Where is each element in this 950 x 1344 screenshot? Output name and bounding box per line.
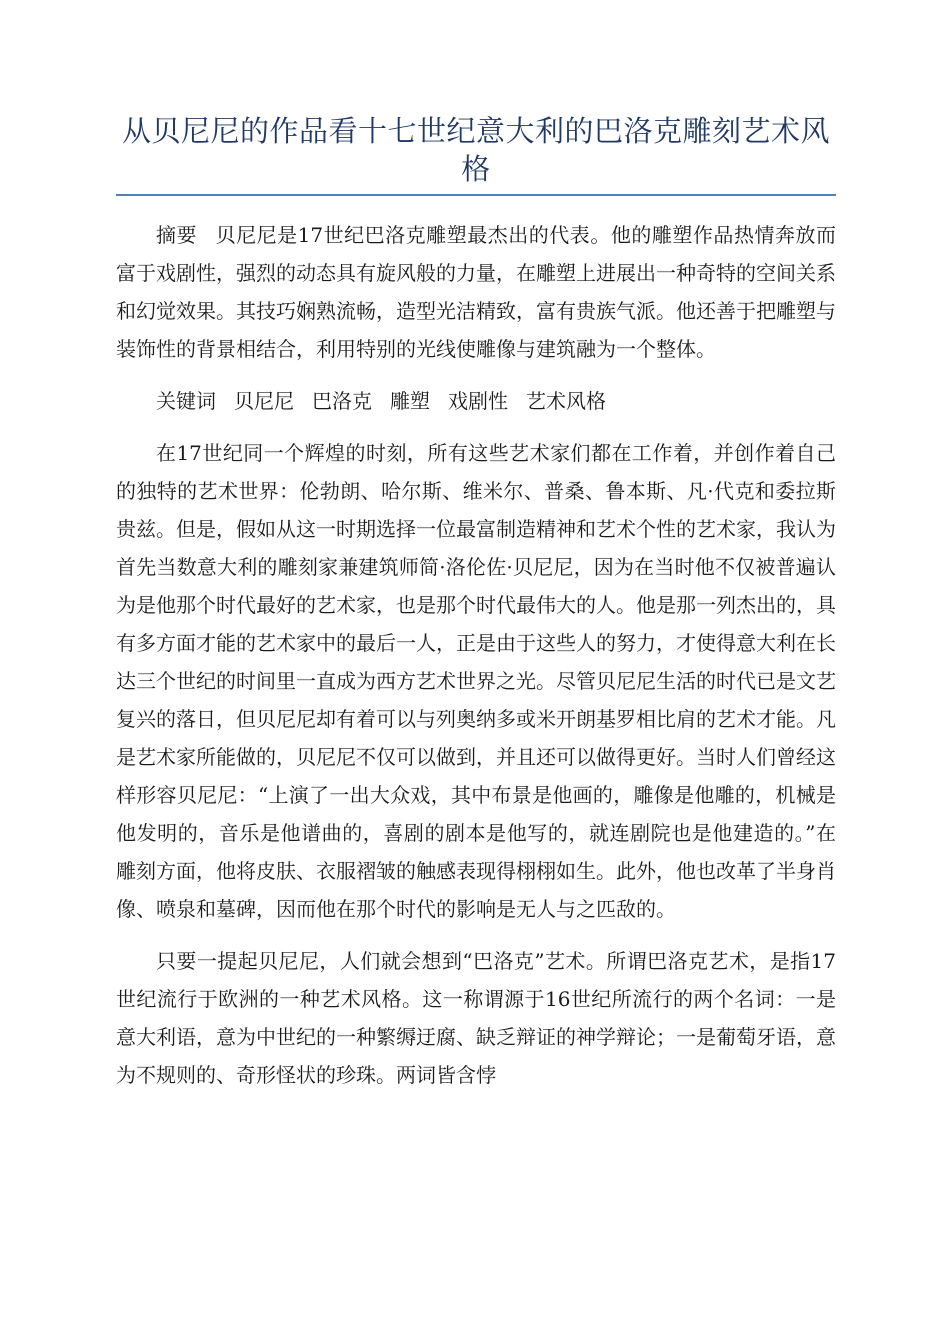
keywords-paragraph [116, 382, 836, 420]
abstract-text: 贝尼尼是17世纪巴洛克雕塑最杰出的代表。他的雕塑作品热情奔放而富于戏剧性，强烈的动态具有旋风般的力量，在雕塑上进展出一种奇特的空间关系和幻觉效果。其技巧娴熟流畅，造型光洁精致，富有贵族气派。他还善于把雕塑与装饰性的背景相结合，利用特别的光线使雕像与建筑融为一个整体。 [116, 223, 837, 361]
body-paragraph-1: 在17世纪同一个辉煌的时刻，所有这些艺术家们都在工作着，并创作着自己的独特的艺术世界：伦勃朗、哈尔斯、维米尔、普桑、鲁本斯、凡·代克和委拉斯贵兹。但是，假如从这一时期选择一位最富制造精神和艺术个性的艺术家，我认为首先当数意大利的雕刻家兼建筑师简·洛伦佐·贝尼尼，因为在当时他不仅被普遍认为是他那个时代最好的艺术家，也是那个时代最伟大的人。他是那一列杰出的，具有多方面才能的艺术家中的最后一人，正是由于这些人的努力，才使得意大利在长达三个世纪的时间里一直成为西方艺术世界之光。尽管贝尼尼生活的时代已是文艺复兴的落日，但贝尼尼却有着可以与列奥纳多或米开朗基罗相比肩的艺术才能。凡是艺术家所能做的，贝尼尼不仅可以做到，并且还可以做得更好。当时人们曾经这样形容贝尼尼：“上演了一出大众戏，其中布景是他画的，雕像是他雕的，机械是他发明的，音乐是他谱曲的，喜剧的剧本是他写的，就连剧院也是他建造的。”在雕刻方面，他将皮肤、衣服褶皱的触感表现得栩栩如生。此外，他也改革了半身肖像、喷泉和墓碑，因而他在那个时代的影响是无人与之匹敌的。 [116, 441, 836, 921]
keyword-item: 戏剧性 [448, 389, 508, 413]
keyword-item: 贝尼尼 [234, 389, 294, 413]
document-title: 从贝尼尼的作品看十七世纪意大利的巴洛克雕刻艺术风格 [121, 114, 830, 186]
keywords-label: 关键词 [156, 389, 216, 413]
keyword-item: 雕塑 [390, 389, 430, 413]
abstract-paragraph [116, 216, 836, 368]
document-page [116, 112, 836, 1094]
title-underline [116, 194, 836, 196]
abstract-label: 摘要 [156, 223, 198, 247]
keyword-item: 艺术风格 [526, 389, 606, 413]
body-paragraph-2: 只要一提起贝尼尼，人们就会想到“巴洛克”艺术。所谓巴洛克艺术，是指17世纪流行于欧洲的一种艺术风格。这一称谓源于16世纪所流行的两个名词：一是意大利语，意为中世纪的一种繁缛迂腐、缺乏辩证的神学辩论；一是葡萄牙语，意为不规则的、奇形怪状的珍珠。两词皆含悖 [116, 949, 836, 1087]
keyword-item: 巴洛克 [312, 389, 372, 413]
